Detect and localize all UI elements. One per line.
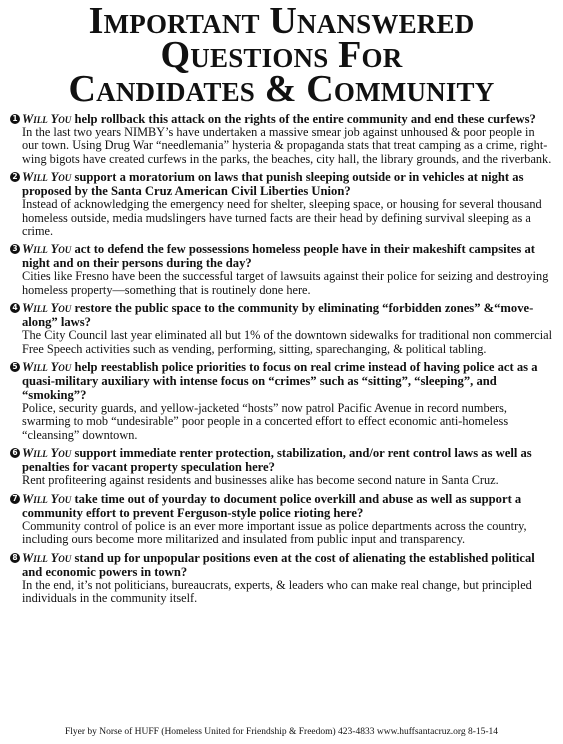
question-item <box>10 492 553 547</box>
question-heading <box>22 112 553 126</box>
question-text: act to defend the few possessions homeless people have in their makeshift campsites at night and on their persons during the day? <box>22 242 535 271</box>
question-item <box>10 446 553 487</box>
question-lead: Will You <box>22 170 72 185</box>
question-lead: Will You <box>22 446 72 461</box>
question-body: Instead of acknowledging the emergency need for shelter, sleeping space, or housing for several thousand homeless outside, media mudslingers have turned facts are their head by defining survival sleeping as a crime. <box>22 197 542 239</box>
flyer-footer: Flyer by Norse of HUFF (Homeless United for Friendship & Freedom) 423-4833 www.huffsantacruz.org 8-15-14 <box>64 727 499 737</box>
question-body: Community control of police is an ever more important issue as police departments across the country, including ours become more militarized and insulated from public input and transparency. <box>22 518 527 547</box>
question-text: help rollback this attack on the rights of the entire community and end these curfews? <box>74 112 536 126</box>
number-badge-icon: 8 <box>10 553 20 563</box>
title-line-3: Candidates & Community <box>68 68 495 110</box>
question-text: restore the public space to the community by eliminating “forbidden zones” &“move-along” laws? <box>22 301 534 330</box>
question-text: take time out of yourday to document police overkill and abuse as well as support a community effort to prevent Ferguson-style police rioting here? <box>22 491 522 520</box>
question-lead: Will You <box>22 550 72 565</box>
question-item <box>10 301 553 356</box>
question-lead: Will You <box>22 301 72 316</box>
question-lead: Will You <box>22 360 72 375</box>
question-body: The City Council last year eliminated all but 1% of the downtown sidewalks for traditional non commercial Free Speech activities such as vending, performing, sitting, sparechanging, & political tabling. <box>22 328 553 356</box>
question-lead: Will You <box>22 491 72 506</box>
question-lead: Will You <box>22 242 72 257</box>
question-text: support immediate renter protection, stabilization, and/or rent control laws as well as penalties for vacant property speculation here? <box>22 446 532 475</box>
question-list <box>10 112 553 605</box>
question-body: In the end, it’s not politicians, bureaucrats, experts, & leaders who can make real change, but principled individuals in the community itself. <box>22 577 532 605</box>
question-item <box>10 112 553 166</box>
number-badge-icon: 7 <box>10 494 20 504</box>
question-lead: Will You <box>22 112 72 126</box>
question-heading <box>22 170 553 198</box>
question-text: help reestablish police priorities to focus on real crime instead of having police act as a quasi-military auxiliary with intense focus on “crimes” such as “sitting”, “sleeping”, and “smoking”? <box>22 360 538 403</box>
question-body: Cities like Fresno have been the successful target of lawsuits against their police for seizing and destroying homeless property—something that is routinely done here. <box>22 269 549 297</box>
number-badge-icon: 2 <box>10 172 20 182</box>
number-badge-icon: 5 <box>10 362 20 372</box>
question-heading <box>22 446 553 474</box>
number-badge-icon: 3 <box>10 244 20 254</box>
question-body: Police, security guards, and yellow-jacketed “hosts” now patrol Pacific Avenue in record numbers, swarming to mob “undesirable” poor people in a concerted effort to effect economic anti-homeless “cleansing” downtown. <box>22 401 509 442</box>
question-body: Rent profiteering against residents and businesses alike has become second nature in Santa Cruz. <box>22 473 499 488</box>
question-heading <box>22 360 553 402</box>
question-text: stand up for unpopular positions even at the cost of alienating the established political and economic powers in town? <box>22 550 535 579</box>
question-heading <box>22 301 553 329</box>
question-heading <box>22 492 553 520</box>
question-heading <box>22 551 553 579</box>
title-line-1: Important Unanswered <box>88 0 475 42</box>
question-body: In the last two years NIMBY’s have undertaken a massive smear job against unhoused & poor people in our town. Using Drug War “needlemania” hysteria & propaganda stats that treat camping as a crime, right-wing bigots have created curfews in the parks, the beaches, city hall, the library grounds, and the riverbank. <box>22 125 552 166</box>
question-item <box>10 551 553 606</box>
question-item <box>10 170 553 238</box>
question-item <box>10 360 553 442</box>
question-item <box>10 242 553 297</box>
question-heading <box>22 242 553 270</box>
number-badge-icon: 1 <box>10 114 20 124</box>
number-badge-icon: 4 <box>10 303 20 313</box>
question-text: support a moratorium on laws that punish sleeping outside or in vehicles at night as proposed by the Santa Cruz American Civil Liberties Union? <box>22 170 524 199</box>
number-badge-icon: 6 <box>10 448 20 458</box>
title-line-2: Questions For <box>160 34 403 76</box>
flyer-title <box>10 0 553 110</box>
